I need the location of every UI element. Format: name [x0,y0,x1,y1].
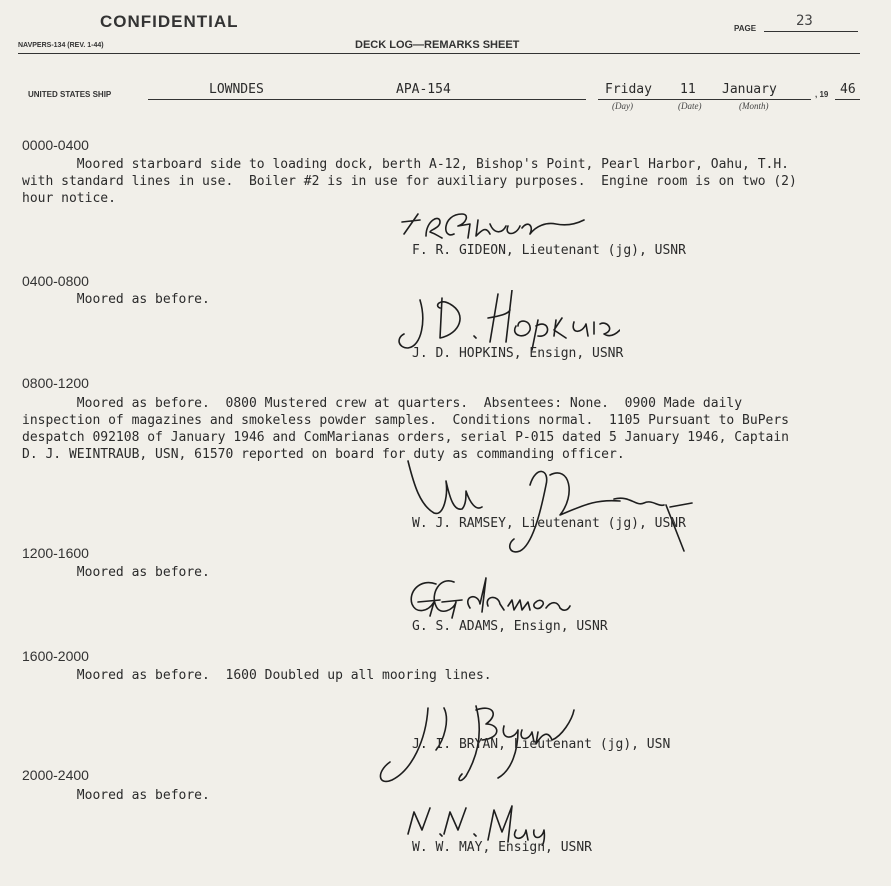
signer-name: F. R. GIDEON, Lieutenant (jg), USNR [412,243,686,258]
entry-line: Moored as before. [22,788,210,803]
date-caption: (Date) [678,101,702,111]
watch-time: 1600-2000 [22,648,89,664]
hull-number: APA-154 [396,82,451,97]
adams-signature [400,572,580,622]
classification-heading: CONFIDENTIAL [100,12,239,31]
form-number: NAVPERS-134 (REV. 1-44) [18,42,104,49]
ship-underline [148,99,586,100]
signer-name: W. J. RAMSEY, Lieutenant (jg), USNR [412,516,686,531]
ship-name: LOWNDES [209,82,264,97]
year-prefix: , 19 [815,90,829,99]
signer-name: W. W. MAY, Ensign, USNR [412,840,593,855]
month-caption: (Month) [739,101,769,111]
log-month: January [722,82,777,97]
page-number-underline [764,31,858,32]
log-date: 11 [680,82,696,97]
watch-time: 0800-1200 [22,375,89,391]
entry-line: Moored starboard side to loading dock, berth A-12, Bishop's Point, Pearl Harbor, Oahu, T.H. [22,157,790,172]
entry-line: inspection of magazines and smokeless powder samples. Conditions normal. 1105 Pursuant to BuPers [22,413,790,428]
log-day: Friday [605,82,652,97]
entry-line: with standard lines in use. Boiler #2 is in use for auxiliary purposes. Engine room is on two (2) [22,174,797,189]
header-rule [18,53,860,54]
signer-name: J. I. BRYAN, Lieutenant (jg), USN [412,737,671,752]
watch-time: 0400-0800 [22,273,89,289]
year-underline [835,99,860,100]
page-number: 23 [796,13,813,29]
entry-line: Moored as before. 0800 Mustered crew at quarters. Absentees: None. 0900 Made daily [22,396,743,411]
entry-line: D. J. WEINTRAUB, USN, 61570 reported on board for duty as commanding officer. [22,447,625,462]
date-underline [598,99,811,100]
sheet-title: DECK LOG—REMARKS SHEET [355,39,520,51]
page-label: PAGE [734,24,757,33]
entry-line: despatch 092108 of January 1946 and ComMarianas orders, serial P-015 dated 5 January 1946, Captain [22,430,790,445]
gideon-signature [396,206,596,246]
ship-label: UNITED STATES SHIP [28,90,112,99]
signer-name: G. S. ADAMS, Ensign, USNR [412,619,608,634]
day-caption: (Day) [612,101,633,111]
watch-time: 1200-1600 [22,545,89,561]
ramsey-signature [400,455,700,565]
watch-time: 2000-2400 [22,767,89,783]
entry-line: Moored as before. 1600 Doubled up all mooring lines. [22,668,492,683]
entry-line: Moored as before. [22,565,210,580]
watch-time: 0000-0400 [22,137,89,153]
entry-line: hour notice. [22,191,116,206]
entry-line: Moored as before. [22,292,210,307]
log-year: 46 [840,82,856,97]
signer-name: J. D. HOPKINS, Ensign, USNR [412,346,624,361]
